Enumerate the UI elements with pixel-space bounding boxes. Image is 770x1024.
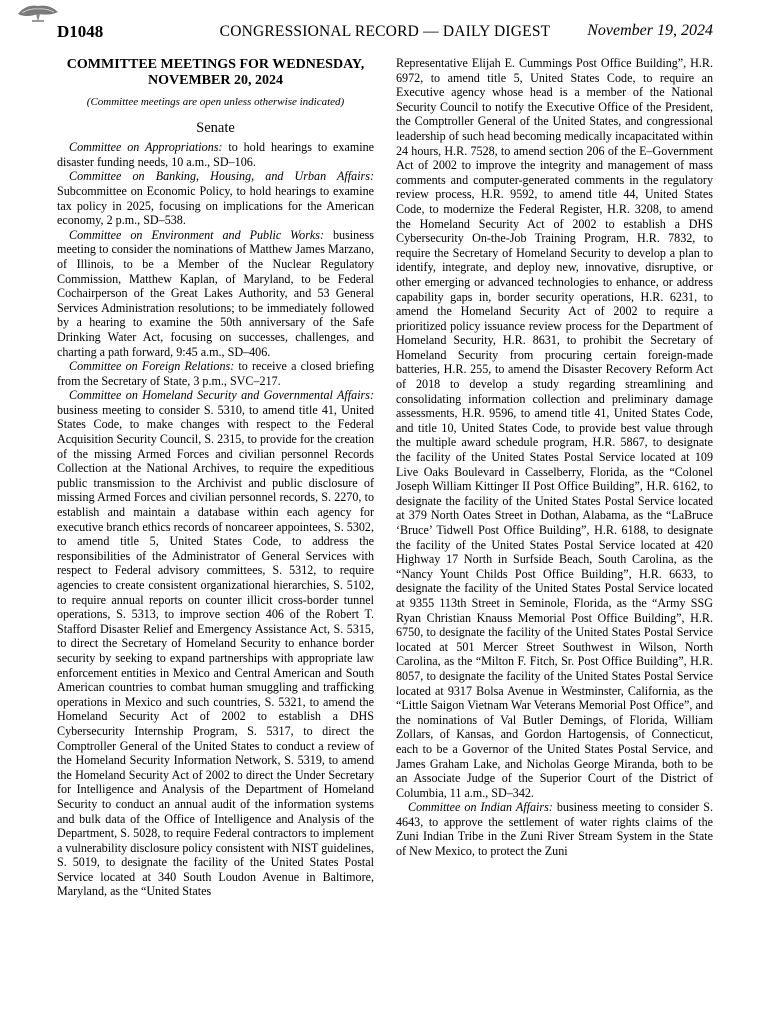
meeting-details: to receive a closed briefing from the Secretary of State, 3 p.m., SVC–217. — [57, 359, 374, 388]
meeting-entry — [57, 169, 374, 227]
section-note: (Committee meetings are open unless otherwise indicated) — [86, 96, 345, 108]
section-title-line-2: NOVEMBER 20, 2024 — [148, 73, 283, 88]
section-title-line-1: COMMITTEE MEETINGS FOR WEDNESDAY, — [66, 57, 365, 72]
meeting-entry — [57, 140, 374, 169]
committee-name: Committee on Banking, Housing, and Urban Affairs: — [69, 169, 374, 184]
meeting-details: to hold hearings to examine disaster funding needs, 10 a.m., SD–106. — [57, 140, 375, 169]
page-number: D1048 — [57, 22, 104, 41]
committee-name: Committee on Appropriations: — [69, 140, 223, 155]
meeting-details: business meeting to consider S. 5310, to amend title 41, United States Code, to make changes with respect to the Federal Acquisition Security Council, S. 2315, to provide for the creation of the missing Armed Forces and civilian personnel Records Collection at the National Archives, to require the expeditious public transmission to the Archivist and public disclosure of missing Armed Forces and civilian personnel records, S. 2270, to establish and maintain a database within each agency for executive branch ethics records of noncareer appointees, S. 5302, to amend title 5, United States Code, to address the responsibilities of the Administrator of General Services with respect to Federal advisory committees, S. 5312, to require agencies to create consistent organizational hierarchies, S. 5102, to require annual reports on counter illicit cross-border tunnel operations, S. 5313, to improve section 406 of the Robert T. Stafford Disaster Relief and Emergency Assistance Act, S. 5315, to direct the Secretary of Homeland Security to enhance border security by seeking to expand partnerships with appropriate law enforcement entities in Mexico and Central American and South American countries to combat human smuggling and trafficking operations in Mexico and such countries, S. 5321, to amend the Homeland Security Act of 2002 to establish a DHS Cybersecurity Internship Program, S. 5317, to direct the Comptroller General of the United States to conduct a review of the Homeland Security Information Network, S. 5319, to amend the Homeland Security Act of 2002 to direct the Under Secretary for Intelligence and Analysis of the Department of Homeland Security to conduct an annual audit of the information systems and bulk data of the Office of Intelligence and Analysis of the Department, S. 5028, to require Federal contractors to implement a vulnerability disclosure policy consistent with NIST guidelines, S. 5019, to designate the facility of the United States Postal Service located at 340 South Loudon Avenue in Baltimore, Maryland, as the “United States — [57, 402, 374, 899]
meeting-entry — [57, 388, 374, 899]
publication-title: CONGRESSIONAL RECORD — DAILY DIGEST — [219, 23, 551, 40]
page-header — [57, 22, 713, 44]
committee-name: Committee on Foreign Relations: — [69, 359, 235, 374]
meeting-entry — [57, 359, 374, 388]
gpo-seal-logo — [16, 2, 60, 24]
committee-name: Committee on Indian Affairs: — [408, 800, 553, 815]
section-title — [57, 57, 374, 89]
meeting-details: Subcommittee on Economic Policy, to hold hearings to examine tax policy in 2025, focusing on implications for the American economy, 2 p.m., SD–538. — [57, 183, 374, 228]
committee-name: Committee on Environment and Public Works: — [69, 227, 325, 242]
meeting-details: Representative Elijah E. Cummings Post Office Building”, H.R. 6972, to amend title 5, United States Code, to require an Executive agency whose head is a member of the National Security Council to notify the Executive Office of the President, the Comptroller General of the United States, and congressional leadership of such head becoming medically incapacitated within 24 hours, H.R. 7528, to amend section 206 of the E–Government Act of 2002 to improve the integrity and management of mass comments and computer-generated comments in the regulatory review process, H.R. 9592, to amend title 44, United States Code, to modernize the Federal Register, H.R. 3208, to amend the Homeland Security Act of 2002 to establish a DHS Cybersecurity On-the-Job Training Program, H.R. 7832, to require the Secretary of Homeland Security to develop a plan to identify, integrate, and deploy new, innovative, disruptive, or other emerging or advanced technologies to enhance, or address capability gaps in, border security operations, H.R. 6231, to amend the Homeland Security Act of 2002 to require a prioritized policy issuance review process for the Department of Homeland Security, H.R. 8631, to prohibit the Secretary of Homeland Security from procuring certain foreign-made batteries, H.R. 255, to amend the Disaster Recovery Reform Act of 2018 to develop a study regarding streamlining and consolidating information collection and preliminary damage assessments, H.R. 9596, to amend title 41, United States Code, and title 10, United States Code, to provide best value through the multiple award schedule program, H.R. 5867, to designate the facility of the United States Postal Service located at 109 Live Oaks Boulevard in Casselberry, Florida, as the “Colonel Joseph William Kittinger II Post Office Building”, H.R. 6162, to designate the facility of the United States Postal Service located at 379 North Oates Street in Dothan, Alabama, as the “LaBruce ‘Bruce’ Tidwell Post Office Building”, H.R. 6188, to designate the facility of the United States Postal Service located at 420 Highway 17 North in Surfside Beach, South Carolina, as the “Nancy Yount Childs Post Office Building”, H.R. 6633, to designate the facility of the United States Postal Service located at 9355 113th Street in Seminole, Florida, as the “Army SSG Ryan Christian Knauss Memorial Post Office Building”, H.R. 6750, to designate the facility of the United States Postal Service located at 501 Mercer Street Southwest in Wilson, North Carolina, as the “Milton F. Fitch, Sr. Post Office Building”, H.R. 8057, to designate the facility of the United States Postal Service located at 9317 Bolsa Avenue in Westminster, California, as the “Little Saigon Vietnam War Veterans Memorial Post Office”, and the nominations of Val Butler Demings, of Florida, William Zollars, of Kansas, and Gordon Hartogensis, of Connecticut, each to be a Governor of the United States Postal Service, and James Graham Lake, and Nicholas George Miranda, both to be an Associate Judge of the Superior Court of the District of Columbia, 11 a.m., SD–342. — [396, 56, 713, 800]
meeting-entry — [57, 228, 374, 359]
issue-date: November 19, 2024 — [587, 22, 713, 39]
chamber-heading: Senate — [196, 119, 235, 136]
meeting-details: business meeting to consider S. 4643, to approve the settlement of water rights claims of the Zuni Indian Tribe in the Zuni River Stream System in the State of New Mexico, to protect the Zuni — [396, 800, 714, 859]
meeting-entry — [396, 800, 713, 858]
meeting-details: business meeting to consider the nominations of Matthew James Marzano, of Illinois, to be a Member of the Nuclear Regulatory Commission, Matthew Kaplan, of Maryland, to be Federal Cochairperson of the Great Lakes Authority, and 53 General Services Administration resolutions; to be immediately followed by a hearing to examine the 50th anniversary of the Safe Drinking Water Act, focusing on successes, challenges, and charting a path forward, 9:45 a.m., SD–406. — [57, 227, 374, 359]
right-column — [396, 56, 713, 859]
committee-name: Committee on Homeland Security and Governmental Affairs: — [69, 388, 374, 403]
left-column — [57, 56, 374, 899]
meeting-entry-continued — [396, 56, 713, 800]
